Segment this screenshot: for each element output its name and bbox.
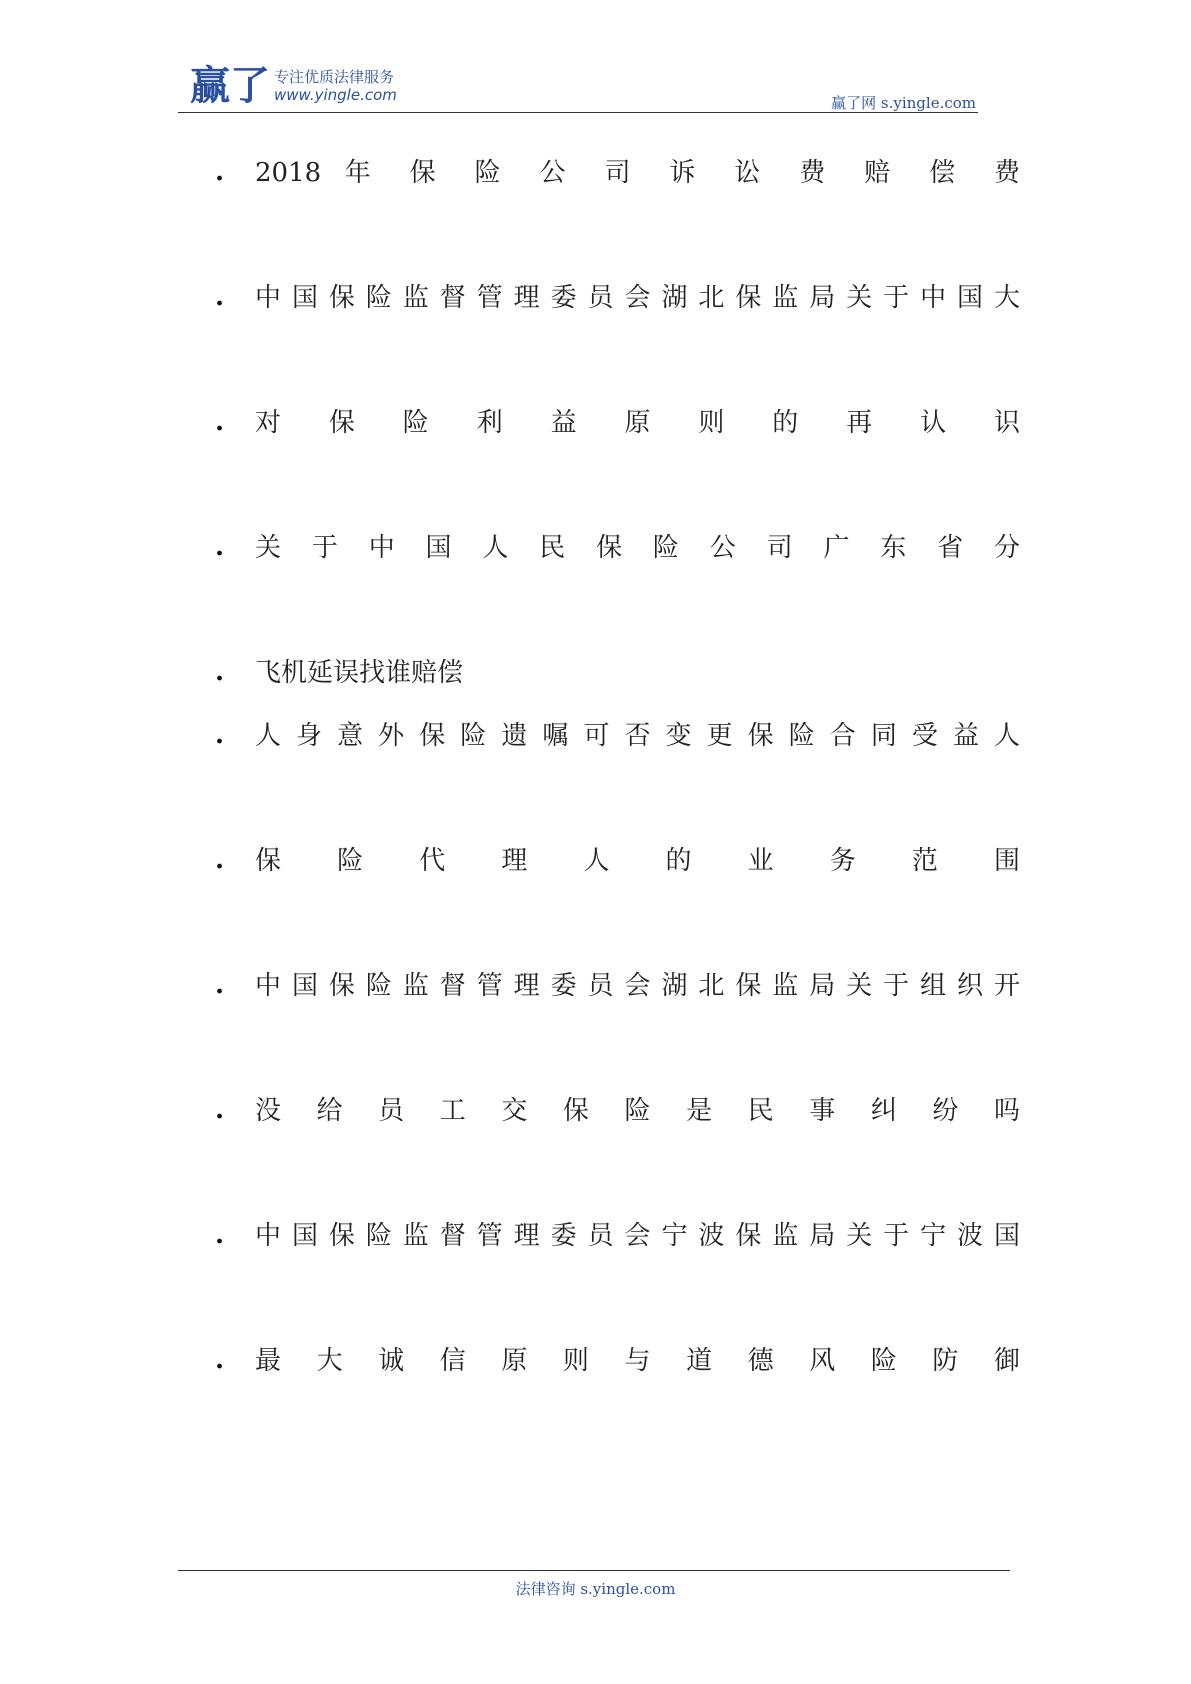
list-item-title[interactable]: 2018 年 保 险 公 司 诉 讼 费 赔 偿 费 <box>255 157 1020 188</box>
logo-url: www.yingle.com <box>274 86 397 104</box>
list-bullet: . <box>215 657 225 687</box>
list-item-title[interactable]: 人身意外保险遗嘱可否变更保险合同受益人 <box>255 720 1020 751</box>
list-bullet: . <box>215 845 225 875</box>
list-item[interactable] <box>215 1088 1020 1128</box>
list-item-title[interactable]: 保 险 代 理 人 的 业 务 范 围 <box>255 845 1020 876</box>
list-bullet: . <box>215 157 225 187</box>
list-item-title[interactable]: 飞机延误找谁赔偿 <box>255 657 464 688</box>
list-item[interactable] <box>215 1338 1020 1378</box>
list-item[interactable] <box>215 1213 1020 1253</box>
list-item[interactable] <box>215 650 1020 690</box>
logo-mark: 赢了 <box>190 63 270 109</box>
list-item-title[interactable]: 关 于 中 国 人 民 保 险 公 司 广 东 省 分 <box>255 532 1020 563</box>
footer-divider <box>178 1570 1010 1571</box>
list-item[interactable] <box>215 963 1020 1003</box>
list-item-title[interactable]: 最 大 诚 信 原 则 与 道 德 风 险 防 御 <box>255 1345 1020 1376</box>
list-bullet: . <box>215 1345 225 1375</box>
list-item[interactable] <box>215 713 1020 753</box>
list-bullet: . <box>215 282 225 312</box>
list-item-title[interactable]: 没 给 员 工 交 保 险 是 民 事 纠 纷 吗 <box>255 1095 1020 1126</box>
list-bullet: . <box>215 407 225 437</box>
list-item-title[interactable]: 中国保险监督管理委员会宁波保监局关于宁波国 <box>255 1220 1020 1251</box>
list-bullet: . <box>215 1095 225 1125</box>
list-bullet: . <box>215 1220 225 1250</box>
list-item-title[interactable]: 中国保险监督管理委员会湖北保监局关于中国大 <box>255 282 1020 313</box>
list-item[interactable] <box>215 275 1020 315</box>
header-site-link[interactable]: 赢了网 s.yingle.com <box>831 94 976 112</box>
footer-link[interactable]: 法律咨询 s.yingle.com <box>515 1580 676 1598</box>
list-bullet: . <box>215 532 225 562</box>
list-item[interactable] <box>215 838 1020 878</box>
list-item[interactable] <box>215 150 1020 190</box>
article-list <box>215 0 1020 1560</box>
list-bullet: . <box>215 720 225 750</box>
list-item[interactable] <box>215 525 1020 565</box>
list-bullet: . <box>215 970 225 1000</box>
list-item[interactable] <box>215 400 1020 440</box>
list-item-title[interactable]: 中国保险监督管理委员会湖北保监局关于组织开 <box>255 970 1020 1001</box>
list-item-title[interactable]: 对 保 险 利 益 原 则 的 再 认 识 <box>255 407 1020 438</box>
logo-tagline: 专注优质法律服务 <box>274 68 395 86</box>
